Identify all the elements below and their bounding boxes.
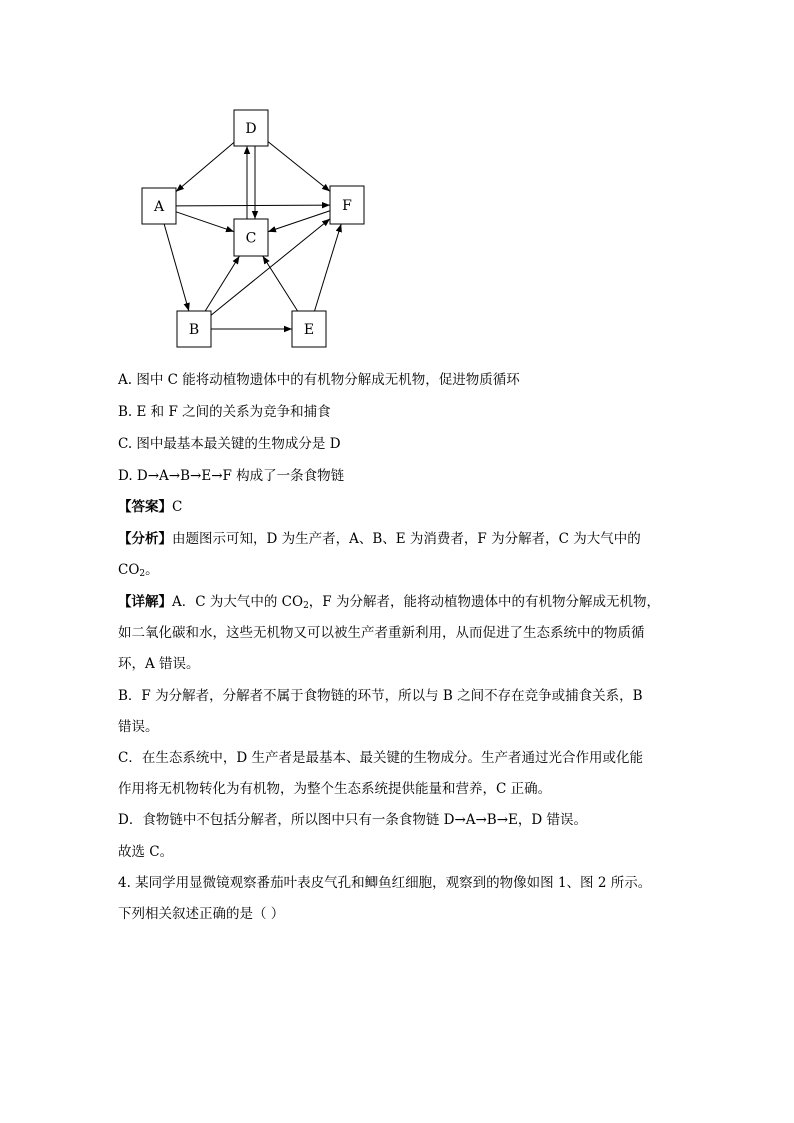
- analysis-line-2: [118, 560, 159, 584]
- analysis-line-1: [118, 529, 641, 549]
- option-a: A. 图中 C 能将动植物遗体中的有机物分解成无机物，促进物质循环: [118, 372, 520, 388]
- analysis-co2: CO: [118, 562, 140, 578]
- detail-conclusion: 故选 C。: [118, 844, 174, 860]
- edge-f-to-c: [268, 211, 330, 232]
- edge-a-to-b: [164, 224, 189, 311]
- option-d: D. D→A→B→E→F 构成了一条食物链: [118, 468, 345, 484]
- node-label: F: [342, 198, 352, 214]
- detail-c-line-2: 作用将无机物转化为有机物，为整个生态系统提供能量和营养，C 正确。: [118, 781, 552, 797]
- edge-a-to-f: [176, 205, 330, 206]
- detail-a-line-2: 如二氧化碳和水，这些无机物又可以被生产者重新利用，从而促进了生态系统中的物质循: [118, 625, 645, 641]
- node-c: [234, 219, 268, 256]
- node-label: B: [188, 322, 200, 338]
- answer-value: C: [172, 499, 183, 515]
- edge-d-to-a: [176, 142, 234, 191]
- detail-b-line-1: B．F 为分解者，分解者不属于食物链的环节，所以与 B 之间不存在竞争或捕食关系，B: [118, 688, 643, 704]
- analysis-co2-subscript: 2: [139, 569, 146, 579]
- answer-label: 【答案】: [118, 499, 172, 515]
- node-label: E: [303, 322, 315, 338]
- question-4-line-2: 下列相关叙述正确的是（ ）: [118, 906, 285, 922]
- option-c: C. 图中最基本最关键的生物成分是 D: [118, 436, 341, 452]
- detail-a-part1: A．C 为大气中的 CO: [172, 594, 304, 610]
- edge-e-to-f: [315, 224, 342, 311]
- node-b: [177, 311, 211, 347]
- food-web-diagram: [130, 100, 370, 355]
- detail-a-subscript: 2: [303, 601, 309, 611]
- question-4-line-1: 4. 某同学用显微镜观察番茄叶表皮气孔和鲫鱼红细胞，观察到的物像如图 1、图 2 所示。: [118, 875, 652, 891]
- detail-b-line-2: 错误。: [118, 719, 159, 735]
- detail-a-line-3: 环，A 错误。: [118, 656, 200, 672]
- edge-b-to-f: [211, 219, 330, 315]
- node-d: [234, 110, 268, 146]
- node-label: C: [245, 230, 257, 247]
- detail-a-part2: ，F 为分解者，能将动植物遗体中的有机物分解成无机物，: [308, 594, 660, 610]
- detail-d-line-1: D．食物链中不包括分解者，所以图中只有一条食物链 D→A→B→E，D 错误。: [118, 812, 588, 828]
- detail-label: 【详解】: [118, 594, 172, 610]
- node-a: [142, 188, 176, 224]
- option-b: B. E 和 F 之间的关系为竞争和捕食: [118, 404, 331, 420]
- node-e: [292, 311, 326, 347]
- answer-line: [118, 497, 182, 517]
- edge-d-to-f: [268, 142, 330, 192]
- edge-e-to-c: [263, 256, 298, 311]
- node-label: D: [245, 121, 257, 137]
- detail-c-line-1: C．在生态系统中，D 生产者是最基本、最关键的生物成分。生产者通过光合作用或化能: [118, 750, 643, 766]
- detail-line-1: [118, 592, 660, 616]
- node-f: [330, 186, 364, 224]
- diagram-nodes: [142, 110, 364, 347]
- edge-a-to-c: [176, 212, 234, 232]
- analysis-end: 。: [145, 562, 159, 578]
- analysis-text: 由题图示可知，D 为生产者，A、B、E 为消费者，F 为分解者，C 为大气中的: [172, 531, 641, 547]
- edge-b-to-c: [205, 256, 239, 311]
- analysis-label: 【分析】: [118, 531, 172, 547]
- node-label: A: [153, 199, 165, 215]
